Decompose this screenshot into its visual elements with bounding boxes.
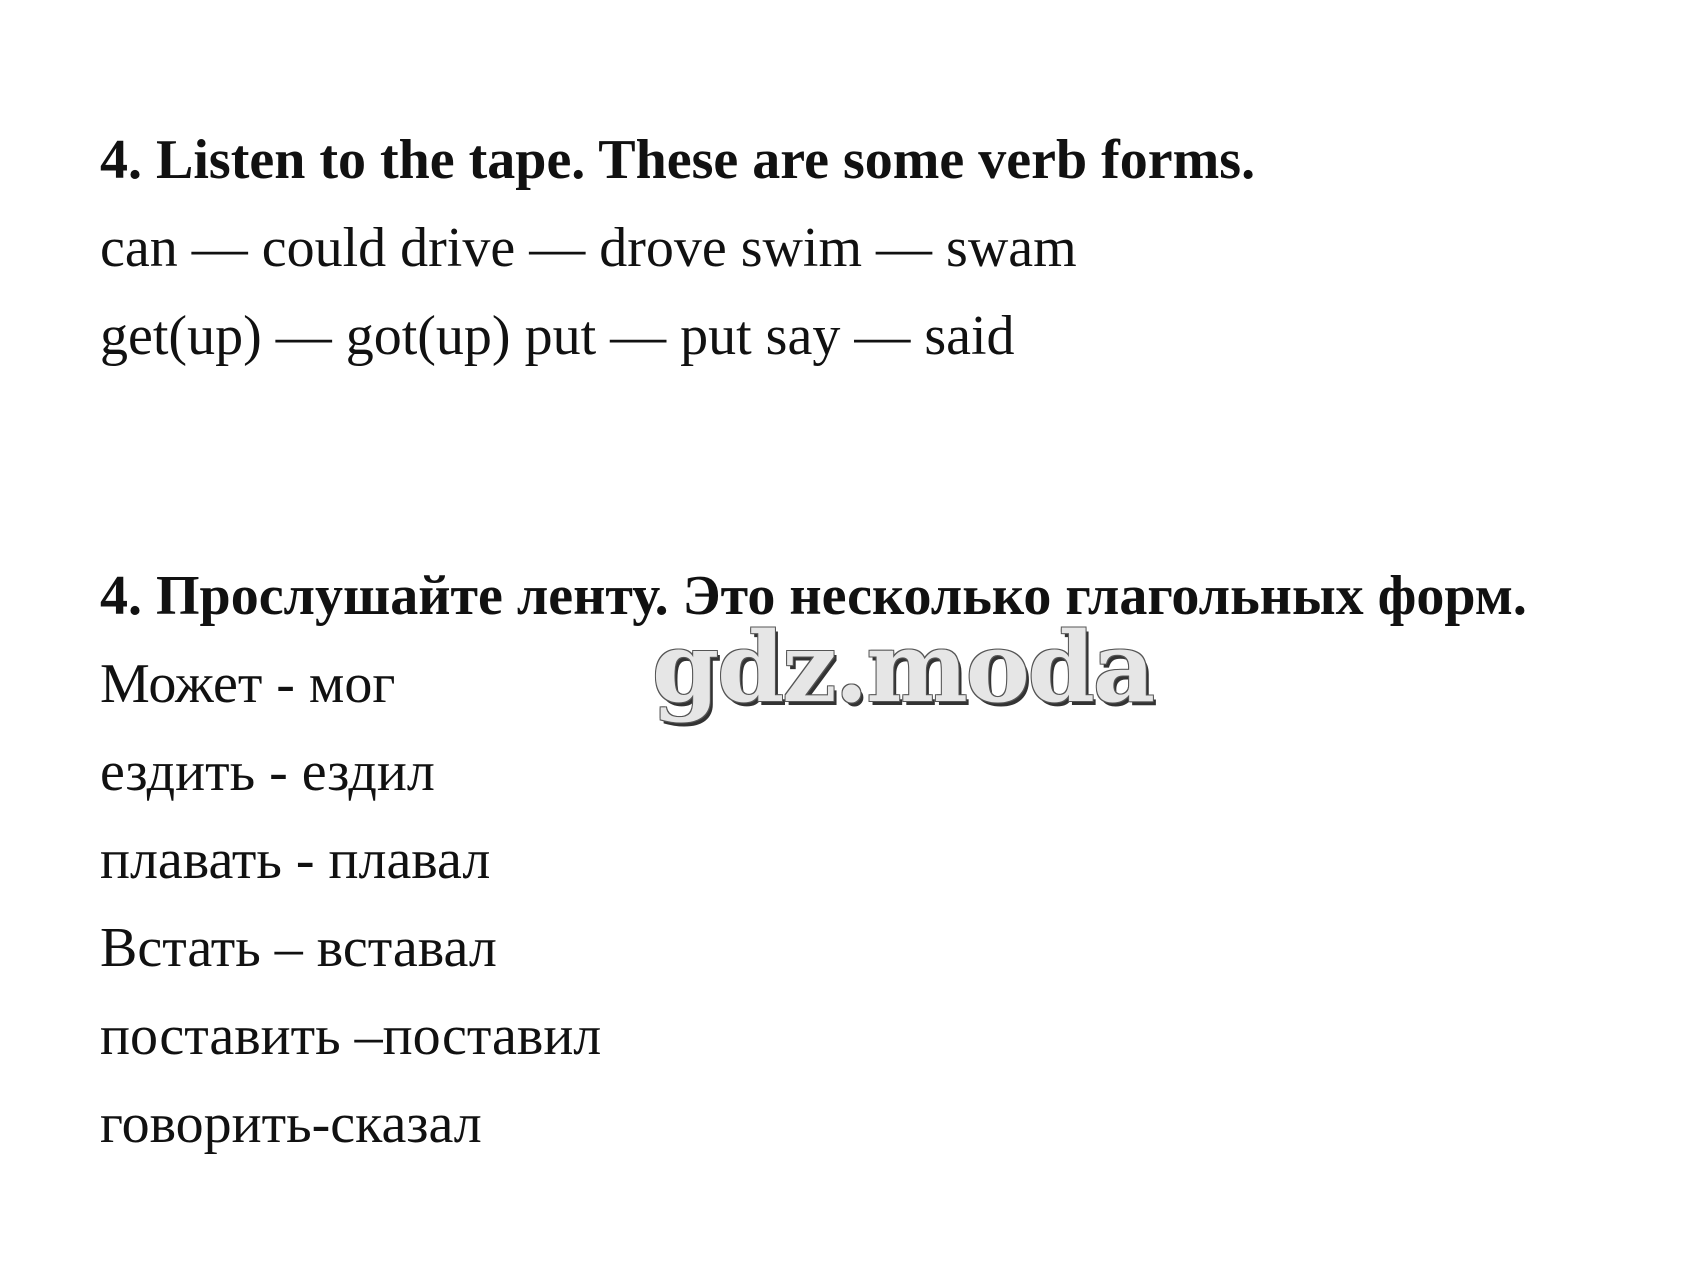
english-line-1: can — could drive — drove swim — swam	[100, 217, 1077, 279]
russian-line-5: поставить –поставил	[100, 1005, 602, 1067]
russian-line-6: говорить-сказал	[100, 1093, 482, 1155]
russian-line-4: Встать – вставал	[100, 917, 497, 979]
russian-heading: 4. Прослушайте ленту. Это несколько глагольных форм.	[100, 565, 1527, 627]
english-heading: 4. Listen to the tape. These are some verb forms.	[100, 129, 1256, 191]
russian-line-3: плавать - плавал	[100, 829, 491, 891]
english-line-2: get(up) — got(up) put — put say — said	[100, 305, 1015, 367]
watermark-logo: gdz.moda	[652, 611, 1154, 724]
russian-line-1: Может - мог	[100, 653, 396, 715]
russian-line-2: ездить - ездил	[100, 741, 435, 803]
